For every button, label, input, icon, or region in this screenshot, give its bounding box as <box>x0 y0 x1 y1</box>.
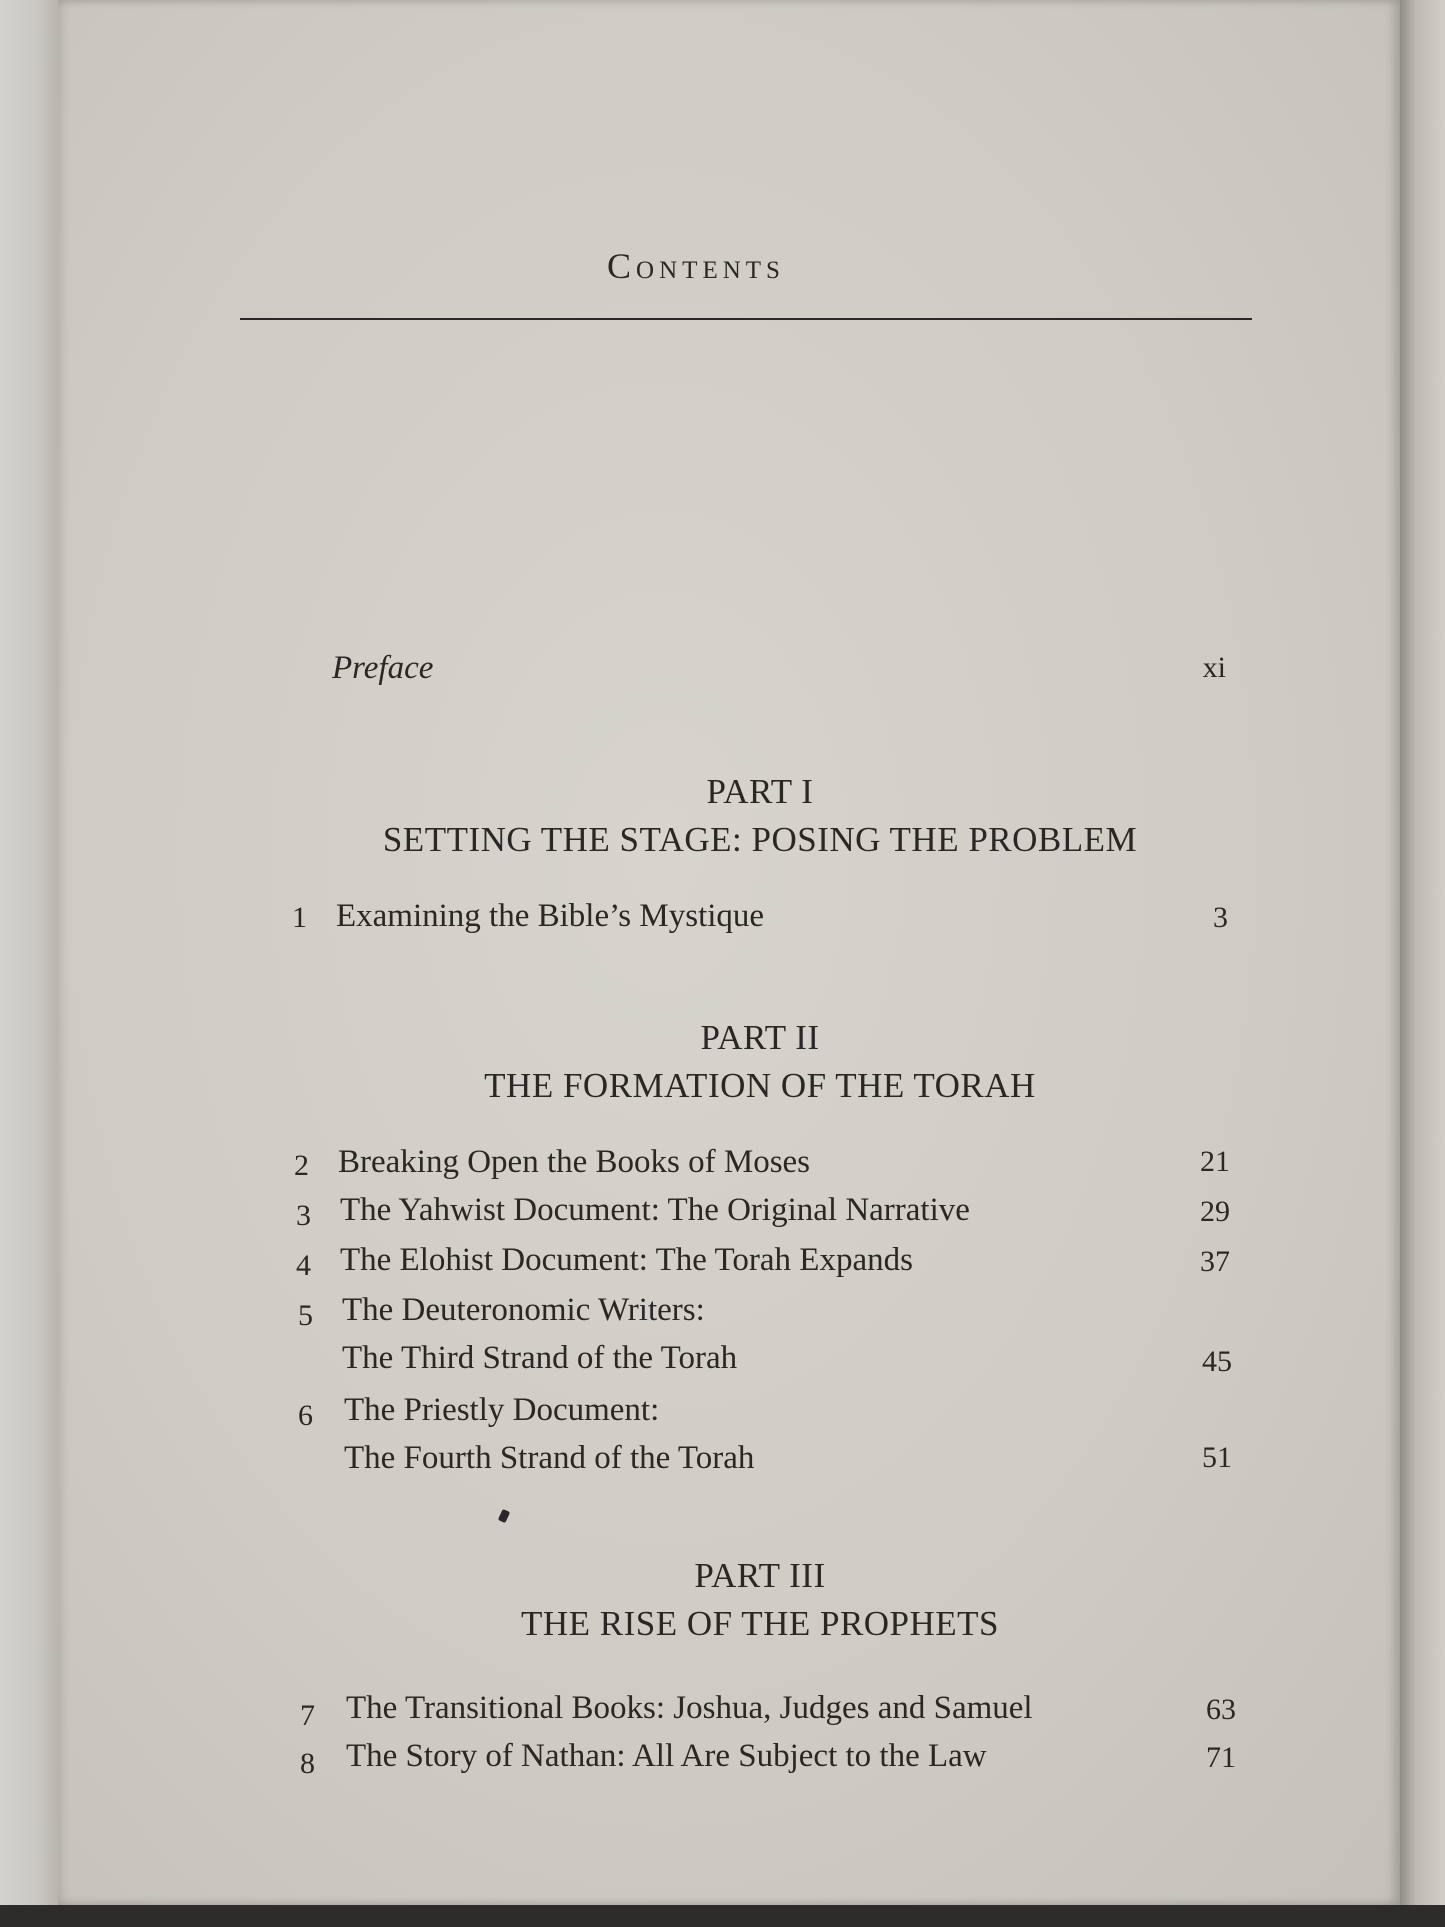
chapter-2-title: Breaking Open the Books of Moses <box>338 1144 811 1180</box>
chapter-5-page: 45 <box>1202 1345 1232 1378</box>
chapter-7-title: The Transitional Books: Joshua, Judges and Samuel <box>346 1690 1033 1726</box>
chapter-5-subtitle: The Third Strand of the Torah <box>342 1340 738 1376</box>
chapter-4-number: 4 <box>296 1249 311 1282</box>
chapter-3-page: 29 <box>1200 1195 1230 1228</box>
bottom-shadow <box>0 1905 1445 1927</box>
chapter-1-title: Examining the Bible’s Mystique <box>336 898 765 934</box>
page-title: Contents <box>607 246 785 286</box>
chapter-3-title: The Yahwist Document: The Original Narrative <box>340 1192 970 1228</box>
chapter-8-number: 8 <box>300 1747 315 1780</box>
chapter-5-number: 5 <box>298 1299 313 1332</box>
chapter-4-page: 37 <box>1200 1245 1230 1278</box>
title-rule <box>240 318 1252 320</box>
part-1-title: SETTING THE STAGE: POSING THE PROBLEM <box>382 820 1138 859</box>
chapter-1-number: 1 <box>292 901 307 934</box>
chapter-1-page: 3 <box>1213 901 1228 934</box>
chapter-6-number: 6 <box>298 1399 313 1432</box>
part-1-label: PART I <box>706 772 814 811</box>
part-2-label: PART II <box>700 1018 820 1057</box>
chapter-2-number: 2 <box>294 1149 309 1182</box>
chapter-6-subtitle: The Fourth Strand of the Torah <box>344 1440 755 1476</box>
chapter-7-number: 7 <box>300 1699 315 1732</box>
chapter-8-page: 71 <box>1206 1741 1236 1774</box>
preface-page: xi <box>1202 651 1226 684</box>
part-2-title: THE FORMATION OF THE TORAH <box>484 1066 1036 1105</box>
preface-label: Preface <box>332 650 434 686</box>
chapter-3-number: 3 <box>296 1199 311 1232</box>
chapter-2-page: 21 <box>1200 1145 1230 1178</box>
chapter-4-title: The Elohist Document: The Torah Expands <box>340 1242 913 1278</box>
chapter-7-page: 63 <box>1206 1693 1236 1726</box>
part-3-label: PART III <box>694 1556 826 1595</box>
chapter-5-title: The Deuteronomic Writers: <box>342 1292 705 1328</box>
part-3-title: THE RISE OF THE PROPHETS <box>520 1604 1000 1643</box>
chapter-6-title: The Priestly Document: <box>344 1392 660 1428</box>
chapter-8-title: The Story of Nathan: All Are Subject to the Law <box>346 1738 987 1774</box>
chapter-6-page: 51 <box>1202 1441 1232 1474</box>
